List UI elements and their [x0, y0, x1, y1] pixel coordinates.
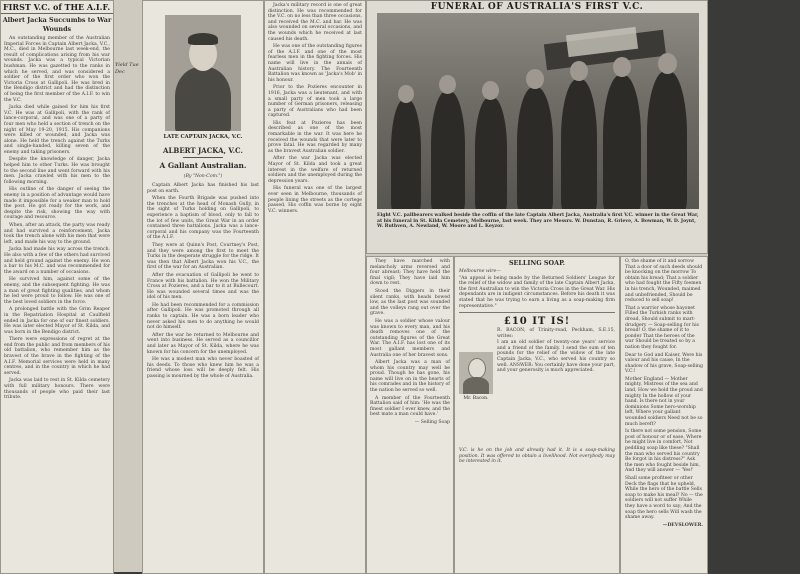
funeral-photo-clipping — [366, 0, 708, 254]
selling-soap-trailer: V.C. is he on the job and already had it. It is a soap-making position. It was offered to obtain a livelihood. Not everybody may be interested in it. — [459, 448, 615, 465]
poem-stanza: O, the shame of it and sorrow That a door of such deeds should be knocking on the morrow To obtain his bread; That a soldier who had fought the Fifty foemen in his trench, Wounded, maimed and unbefriended, Should be reduced to sell soap! — [625, 259, 703, 304]
letter-block — [455, 328, 619, 448]
side-note-line-1: Yield Tue — [115, 62, 139, 68]
portrait-hair — [188, 33, 218, 45]
left-column-headline: Albert Jacka Succumbs to War Wounds — [2, 16, 112, 33]
selling-soap-clipping — [454, 256, 620, 574]
letter-text: I am an old soldier of twenty-one years' service and a friend of the family. I send the sum of ten pounds for the relief of the widow of the late Captain Jacka, V.C., who served his country so well. ANSWER: You certainly have done your part, and your generosity is much appreciated. — [497, 340, 615, 374]
middle-paragraph: After the evacuation of Gallipoli he went to France with his battalion. He won the Military Cross at Pozieres, and a bar to it at Bullecourt. He was wounded several times and was the idol of his men. — [147, 272, 259, 301]
bottom-text-clipping — [366, 256, 454, 574]
left-paragraph: Jacka died while gained for him his first V.C. He was at Gallipoli, with the rank of lance-corporal, and was one of a party of four men who held a section of trench on the night of May 19-20, 1915. His companions were killed or wounded, and Jacka was alone. He held the trench against the Turks and single-handed, killing seven of the enemy and taking prisoners. — [4, 105, 110, 155]
right-paragraph: Prior to the Pozieres encounter in 1916, Jacka was a lieutenant, and with a small party of men took a large number of German prisoners, releasing a party of Australians who had been captured. — [268, 85, 362, 119]
pallbearer-figure — [431, 91, 465, 209]
pallbearer-figure — [647, 71, 687, 209]
funeral-caption: Eight V.C. pallbearers walked beside the coffin of the late Captain Albert Jacka, Australia's first V.C. winner in the Great War, at his funeral in St. Kilda Cemetery, Melbourne, last week. They are Messrs. W. Dunstan, R. Grieve, A. Bowman, W. D. Joynt, W. Ruthven, A. Newland, W. Moore and L. Keyzor. — [377, 213, 699, 230]
pallbearer-face — [613, 57, 631, 77]
left-column-body — [1, 36, 113, 401]
right-column-body — [265, 1, 365, 218]
right-paragraph: Jacka's military record is one of great distinction. He was recommended for the V.C. on no less than three occasions, and received the M.C. and bar. He was also wounded on several occasions, and the wounds which he received at last caused his death. — [268, 3, 362, 42]
bottom-paragraph: — Selling Soap — [414, 420, 450, 426]
middle-subheading: A Gallant Australian. — [159, 161, 247, 170]
bottom-paragraph: A member of the Fourteenth Battalion said of him: 'He was the finest soldier I ever knew, and the best mate a man could have.' — [370, 395, 450, 418]
portrait-photo — [165, 15, 241, 131]
pallbearer-face — [526, 69, 544, 89]
poem-stanza: Shall some profiteer or other Deck the flags that he upheld, While the hero of the battle Sells soap to make his meal? No — the soldiers will not suffer While they have a word to say; And the soap the hero sells Will wash the shame away. — [625, 475, 703, 521]
poem-clipping — [620, 256, 708, 574]
left-paragraph: An outstanding member of the Australian Imperial Forces in Captain Albert Jacka, V.C., M.C., died in Melbourne last week-end, the result of complications arising from his war wounds. Jacka was a typical Victorian bushman. He was gazetted to the ranks in which he served, and was considered a soldier of the first order who won the Victoria Cross at Gallipoli. He was bred in the Bendigo district and had the distinction of being the first member of the A.I.F. to win the V.C. — [4, 36, 110, 103]
bacon-face — [468, 358, 486, 379]
middle-column-clipping — [142, 0, 264, 574]
left-paragraph: A prolonged battle with the Grim Reaper in the Repatriation Hospital at Caulfield ended in Jacka for one of our finest soldiers. He was later elected Mayor of St. Kilda, and was born in the Bendigo district. — [4, 307, 110, 335]
left-paragraph: Jacka had made his way across the trench. He also with a few of the others had survived and held ground against the enemy. He won a bar to his M.C. and was recommended for the award on a number of occasions. — [4, 247, 110, 275]
pallbearer-face — [439, 75, 456, 94]
left-paragraph: There were expressions of regret at the end from the public and from members of his old battalion, who remember him as the bravest of the brave in the fighting of the A.I.F. Memorial services were held in many centres, and in the country in which he had served. — [4, 337, 110, 376]
right-paragraph: He was one of the outstanding figures of the A.I.F. and one of the most fearless men in the fighting forces. His name will live in the annals of Australian history. The Fourteenth Battalion was known as 'Jacka's Mob' in his honour. — [268, 44, 362, 83]
soap-divider — [459, 312, 615, 313]
right-paragraph: His feat at Pozieres has been described as one of the most remarkable in the war. It was here he received the wounds that were later to prove fatal. He was regarded by many as the bravest Australian soldier. — [268, 120, 362, 154]
bacon-shoulders — [463, 377, 489, 394]
bacon-portrait — [459, 352, 493, 394]
middle-paragraph: They were at Quinn's Post, Courtney's Post, and they were among the first to meet the Turks in the desperate struggle for the ridge. It was then that Albert Jacka won his V.C., the first of the war for an Australian. — [147, 242, 259, 271]
selling-soap-intro: Melbourne wire— — [459, 269, 501, 274]
funeral-photo — [377, 13, 699, 209]
poem-signature: —DEVSLOWER. — [662, 522, 703, 528]
middle-paragraph: After the war he returned to Melbourne and went into business. He served as a councillor and later as Mayor of St. Kilda, where he was known for his concern for the unemployed. — [147, 332, 259, 355]
middle-column-body — [147, 183, 259, 382]
side-note — [115, 62, 141, 76]
bottom-paragraph: He was a soldier whose valour was known to every man, and his death removes one of the outstanding figures of the Great War. The A.I.F. has lost one of its most gallant members and Australia one of her bravest sons. — [370, 318, 450, 358]
right-text-clipping — [264, 0, 366, 574]
poem-stanza: Is there not some pension, Some post of honour or of ease, Where he might live in comfort, Not peddling soap like these? "Shall the man who served his country Be forgot in his distress?" Ask the men who fought beside him, And they will answer — 'Yes!' — [625, 429, 702, 474]
funeral-header: FUNERAL OF AUSTRALIA'S FIRST V.C. — [430, 2, 644, 12]
poem-stanza: That a warrior whose bayonet Filled the Turkish ranks with dread, Should submit to mart-drudgery — Soap-selling for his bread! O, the shame of it to ponder That the heroes of the war Should be treated so by a nation they fought for. — [625, 305, 699, 350]
selling-soap-title: SELLING SOAP. — [508, 259, 566, 267]
pallbearer-face — [658, 53, 677, 74]
right-paragraph: His funeral was one of the largest ever seen in Melbourne, thousands of people lining the streets as the cortege passed. His coffin was borne by eight V.C. winners. — [268, 186, 362, 214]
bottom-column-body — [367, 257, 453, 430]
left-paragraph: Despite the knowledge of danger, Jacka helped him to other Turks. He was brought to the second line and went forward with his men. Jacka crawled with his men to the following morning. — [4, 157, 110, 185]
poem-stanza: Mother England — Mother mighty, Mistress of the sea and land, How we hold the proud and mighty In the hollow of your hand. Is there not in your dominions Some hero-worship left, Where your gallant wounded soldiers Need not be so much bereft? — [625, 376, 703, 427]
cheque-headline: £10 IT IS! — [503, 316, 571, 328]
left-column-clipping — [0, 0, 114, 574]
pallbearer-figure — [475, 97, 507, 209]
portrait-uniform — [175, 67, 231, 131]
middle-paragraph: When the Fourth Brigade was pushed into the trenches at the head of Monash Gully, in the sight of Turks holding on Gallipoli, to experience a baptism of blood, only to fall to the lot of few units, the Great War in an order contained three battalions. Jacka was a lance-corporal and his company was the Fourteenth of the A.I.F. — [147, 196, 259, 241]
letter-sender: R. BACON, of Trinity-road, Peckham, S.E.15, writes: — [497, 328, 615, 339]
poem-stanza: Dear to God and Kaiser, Were his valour and his cause, In the shadow of his grave, Soap-selling V.C.! — [625, 352, 703, 375]
bacon-portrait-label: Mr. Bacon. — [463, 396, 489, 402]
pallbearer-figure — [561, 79, 597, 209]
page-edge-background — [708, 0, 800, 572]
left-paragraph: When, after an attack, the party was ready and had survived a reinforcement, Jacka took the trench alone with his men that were left, and made his way to the ground. — [4, 223, 110, 245]
portrait-caption: LATE CAPTAIN JACKA, V.C. — [163, 134, 243, 140]
middle-byline: (By "Non-Com.") — [183, 174, 223, 179]
left-paragraph: He survived him, against some of the enemy, and the subsequent fighting. He was a man of great fighting qualities, and whom he led were proud to follow. He was one of the best loved soldiers in the force. — [4, 277, 110, 305]
poem-body — [621, 257, 707, 532]
middle-rule — [183, 157, 223, 158]
middle-paragraph: Captain Albert Jacka has finished his last post on earth. — [147, 183, 259, 194]
pallbearer-figure — [391, 99, 421, 209]
left-paragraph: Jacka was laid to rest in St. Kilda cemetery with full military honours. There were thousands of people who paid their last tribute. — [4, 378, 110, 401]
right-paragraph: After the war Jacka was elected Mayor of St. Kilda and took a great interest in the welfare of returned soldiers and the unemployed during the depression years. — [268, 156, 362, 184]
middle-paragraph: He was a modest man who never boasted of his deeds. To those who knew him he was a friend whose loss will be deeply felt. His passing is mourned by the whole of Australia. — [147, 357, 259, 379]
pallbearer-face — [398, 85, 414, 103]
pallbearer-face — [570, 61, 588, 81]
pallbearer-face — [482, 81, 499, 100]
pallbearer-figure — [603, 75, 641, 209]
middle-name-heading: ALBERT JACKA, V.C. — [163, 146, 243, 155]
left-paragraph: His outline of the danger of seeing the enemy in a position of advantage would have made it impossible for a weaker man to hold the post. He got ready for the work, and despite the risk, showing the way with courage and resource. — [4, 187, 110, 221]
middle-paragraph: He had been recommended for a commission after Gallipoli. He was promoted through all ranks to captain. He was a born leader who never asked his men to do anything he would not do himself. — [147, 302, 259, 331]
pallbearer-figure — [517, 87, 553, 209]
selling-soap-text: "An appeal is being made by the Returned Soldiers' League for the relief of the widow and family of the late Captain Albert Jacka, the first Australian to win the Victoria Cross in the Great War. His dependants are in indigent circumstances. Before his death it was stated that he was trying to earn a living as a soap-making firm representative." — [459, 275, 615, 309]
bottom-paragraph: Stood the Diggers in their silent ranks, with heads bowed low, as the last post was sounded and the volleys rang out over the grave. — [370, 288, 450, 317]
left-column-header: FIRST V.C. of THE A.I.F. — [1, 1, 113, 14]
bottom-paragraph: Albert Jacka was a man of whom his country may well be proud. Though he has gone, his name will live on in the hearts of his comrades and in the history of the nation he served so well. — [370, 360, 450, 394]
bottom-paragraph: They have marched with melancholy arms reversed and four abreast; They have held the final vigil; They have laid him down to rest. — [370, 259, 450, 287]
side-note-line-2: Dec — [115, 69, 125, 75]
